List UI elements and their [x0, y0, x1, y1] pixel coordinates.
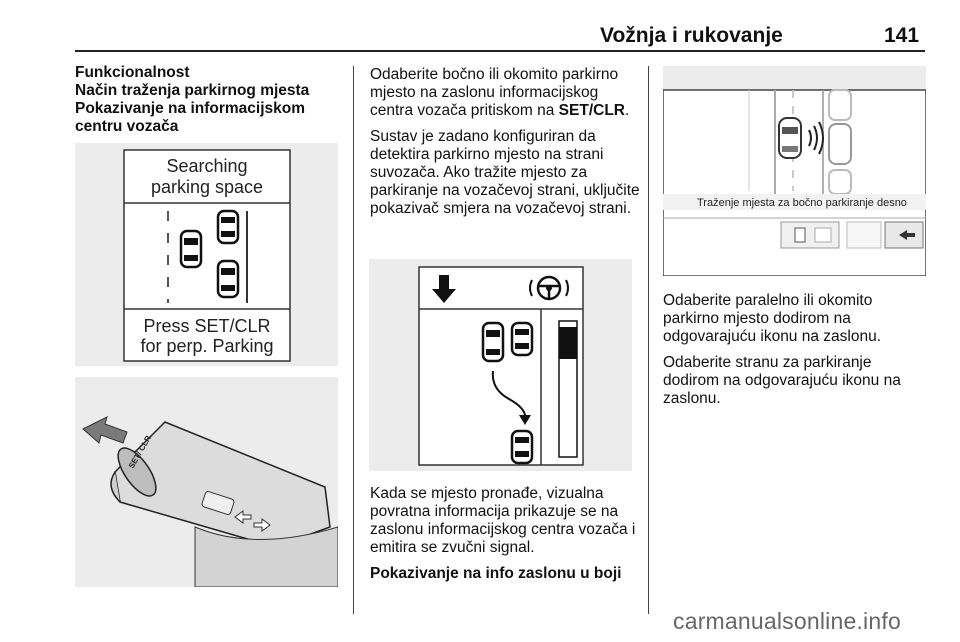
car-icon: [779, 118, 801, 158]
set-clr-label: SET/ CLR: [126, 433, 153, 470]
paragraph: Odaberite stranu za parkiranje dodirom na odgovarajuću ikonu na zaslonu.: [663, 354, 901, 407]
display-text-line3: Press SET/CLR: [143, 316, 271, 336]
parked-car-icon: [512, 431, 532, 463]
figure-dic-parking-found: [369, 259, 632, 471]
parked-car-icon: [829, 90, 851, 120]
display-text-line1: Searching: [166, 156, 248, 176]
header-rule: [75, 50, 925, 52]
page-number: 141: [884, 24, 920, 47]
parked-car-icon: [829, 124, 851, 164]
proximity-bar: [559, 321, 577, 457]
heading-functionality: Funkcionalnost: [75, 64, 190, 81]
paragraph: Kada se mjesto pronađe, vizualna povratna informacija prikazuje se na zaslonu informacijskog centra vozača i emitira se zvučni signal.: [370, 485, 636, 556]
paragraph: Odaberite bočno ili okomito parkirno mjesto na zaslonu informacijskog centra vozača pritiskom na SET/CLR.: [370, 66, 630, 119]
parking-mode-buttons[interactable]: [781, 222, 923, 248]
parked-car-icon: [218, 261, 238, 297]
display-text-line2: parking space: [150, 177, 264, 197]
column-2-text-bottom: [370, 485, 642, 591]
column-2-text-top: [370, 66, 642, 226]
heading-search-mode: Način traženja parkirnog mjesta: [75, 82, 310, 99]
parked-car-icon: [829, 170, 851, 194]
display-text-line4: for perp. Parking: [140, 336, 274, 356]
parked-car-icon: [218, 211, 238, 243]
arrow-icon: [83, 417, 127, 443]
header-title: Vožnja i rukovanje: [600, 24, 783, 47]
watermark: carmanualsonline.info: [673, 608, 901, 634]
car-icon: [181, 231, 201, 267]
figure-turn-signal-stalk: [75, 377, 338, 587]
subheading: Pokazivanje na info zaslonu u boji: [370, 565, 622, 582]
paragraph: Sustav je zadano konfiguriran da detektira parkirno mjesto na strani suvozača. Ako tražite mjesto za parkiranje na vozačevoj strani, uključite pokazivač smjera na vozačevoj strani.: [370, 128, 640, 217]
column-divider: [648, 66, 649, 614]
paragraph: Odaberite paralelno ili okomito parkirno mjesto dodirom na odgovarajuću ikonu na zaslonu.: [663, 292, 882, 345]
section-headings: [75, 64, 345, 136]
car-icon: [483, 323, 503, 361]
heading-dic-display: Pokazivanje na informacijskom centru vozača: [75, 100, 306, 135]
column-3-text: [663, 292, 925, 416]
column-divider: [353, 66, 354, 614]
info-display-caption: Traženje mjesta za bočno parkiranje desno: [697, 197, 907, 209]
figure-info-display: [663, 66, 926, 276]
parked-car-icon: [512, 323, 532, 355]
figure-dic-search-display: [75, 143, 338, 366]
